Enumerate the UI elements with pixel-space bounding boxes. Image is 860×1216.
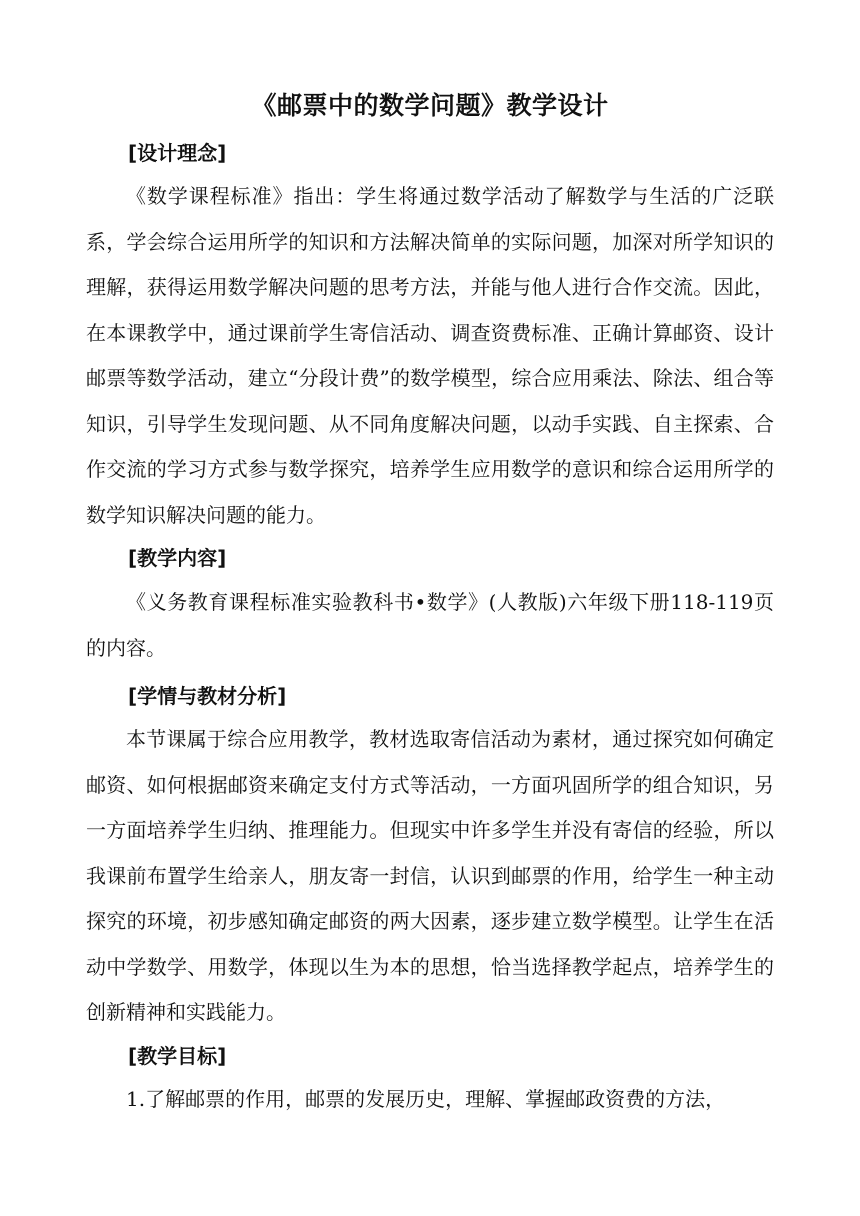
document-title: 《邮票中的数学问题》教学设计 <box>251 91 609 120</box>
section-heading-teaching-goals: [教学目标] <box>128 1044 227 1068</box>
paragraph-analysis: 本节课属于综合应用教学，教材选取寄信活动为素材，通过探究如何确定邮资、如何根据邮资来确定支付方式等活动，一方面巩固所学的组合知识，另一方面培养学生归纳、推理能力。但现实中许多学生并没有寄信的经验，所以我课前布置学生给亲人，朋友寄一封信，认识到邮票的作用，给学生一种主动探究的环境，初步感知确定邮资的两大因素，逐步建立数学模型。让学生在活动中学数学、用数学，体现以生为本的思想，恰当选择教学起点，培养学生的创新精神和实践能力。 <box>86 727 774 1024</box>
paragraph-teaching-goals: 1.了解邮票的作用，邮票的发展历史，理解、掌握邮政资费的方法， <box>126 1087 726 1111</box>
paragraph-design-concept: 《数学课程标准》指出：学生将通过数学活动了解数学与生活的广泛联系，学会综合运用所学的知识和方法解决简单的实际问题，加深对所学知识的理解，获得运用数学解决问题的思考方法，并能与他人进行合作交流。因此，在本课教学中，通过课前学生寄信活动、调查资费标准、正确计算邮资、设计邮票等数学活动，建立“分段计费”的数学模型，综合应用乘法、除法、组合等知识，引导学生发现问题、从不同角度解决问题，以动手实践、自主探索、合作交流的学习方式参与数学探究，培养学生应用数学的意识和综合运用所学的数学知识解决问题的能力。 <box>86 184 774 527</box>
section-heading-teaching-content: [教学内容] <box>128 546 227 570</box>
section-heading-design-concept: [设计理念] <box>128 141 227 165</box>
section-heading-analysis: [学情与教材分析] <box>128 684 287 708</box>
paragraph-teaching-content: 《义务教育课程标准实验教科书•数学》(人教版)六年级下册118-119页的内容。 <box>86 590 774 660</box>
